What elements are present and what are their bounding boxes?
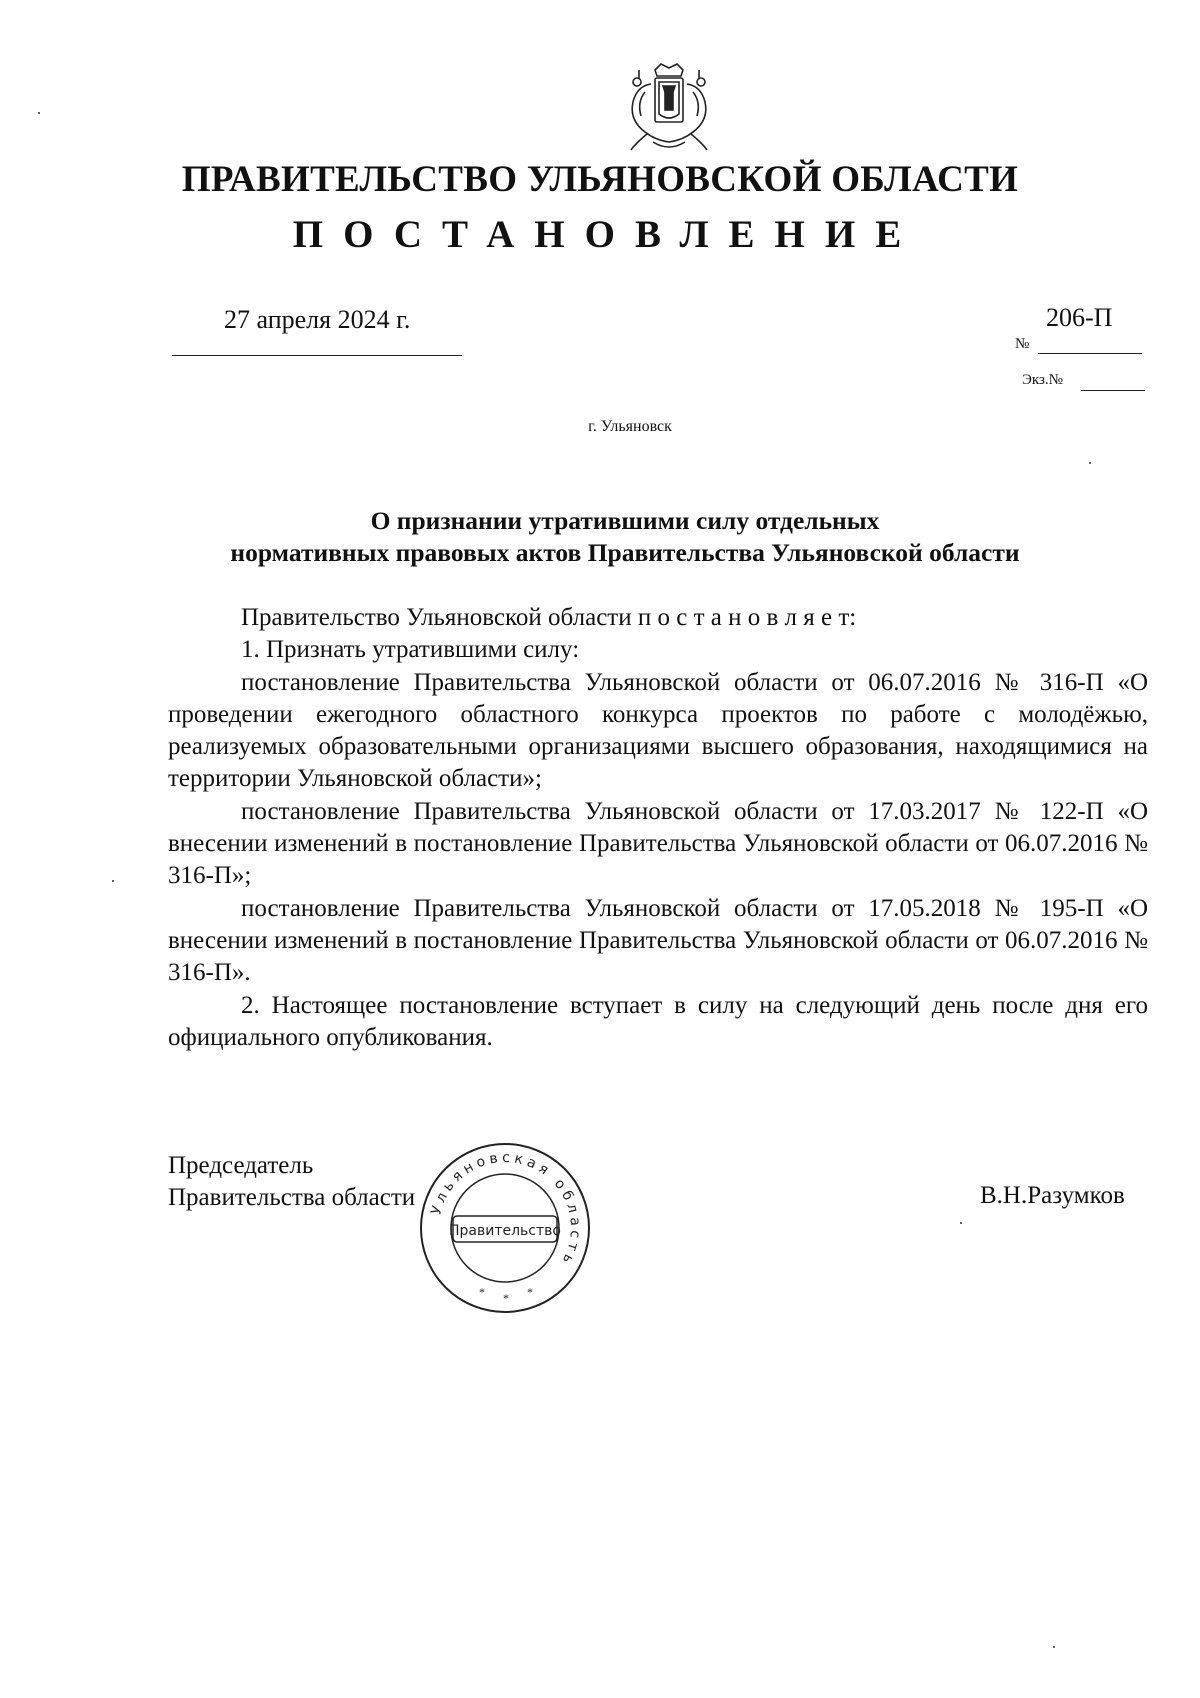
body-paragraph: Правительство Ульяновской области п о с т а н о в л я е т: [241,604,857,631]
body-paragraph: постановление Правительства Ульяновской области от 17.03.2017 № 122-П «О внесении изменений в постановление Правительства Ульяновской области от 06.07.2016 № 316-П»; [168,797,1148,890]
body-paragraph: постановление Правительства Ульяновской области от 06.07.2016 № 316-П «О проведении ежегодного областного конкурса проектов по работе с молодёжью, реализуемых образовательными организациями высшего образования, находящимися на территории Ульяновской области»; [168,668,1148,793]
scan-speck [1089,462,1091,464]
date-underline [172,355,462,356]
scan-speck [112,880,114,882]
scan-speck [38,112,40,114]
svg-text:*: * [479,1285,485,1299]
coat-of-arms-icon [615,62,723,154]
document-number: 206-П [1046,303,1113,332]
title-line-1: О признании утратившими силу отдельных [370,506,880,535]
document-body [168,602,1148,1054]
official-stamp [417,1140,593,1316]
signatory-name: В.Н.Разумков [980,1182,1125,1209]
document-date: 27 апреля 2024 г. [224,305,411,334]
number-prefix: № [1015,336,1030,352]
title-line-2: нормативных правовых актов Правительства Ульяновской области [230,538,1020,567]
stamp-center-text: Правительство [449,1223,561,1239]
scan-speck [960,1222,962,1224]
stamp-ring-text: Ульяновская область [428,1149,584,1270]
svg-text:*: * [503,1291,509,1305]
body-paragraph: 2. Настоящее постановление вступает в силу на следующий день после дня его официального опубликования. [168,991,1148,1051]
body-paragraph: 1. Признать утратившими силу: [241,636,580,664]
document-title [0,505,1200,569]
body-paragraph: постановление Правительства Ульяновской области от 17.05.2018 № 195-П «О внесении изменений в постановление Правительства Ульяновской области от 06.07.2016 № 316-П». [168,894,1148,987]
scan-speck [1053,1646,1055,1648]
city: г. Ульяновск [588,418,672,435]
copy-number-underline [1081,390,1145,391]
organization-name: ПРАВИТЕЛЬСТВО УЛЬЯНОВСКОЙ ОБЛАСТИ [181,159,1019,200]
signatory-position-line-1: Председатель [168,1152,314,1179]
copy-number-label: Экз.№ [1022,372,1063,388]
number-underline [1038,353,1142,354]
document-type: ПОСТАНОВЛЕНИЕ [292,213,922,256]
svg-text:Ульяновская область [428,1150,583,1270]
signatory-position [168,1150,415,1214]
signatory-position-line-2: Правительства области [168,1184,416,1211]
svg-text:*: * [527,1285,533,1299]
